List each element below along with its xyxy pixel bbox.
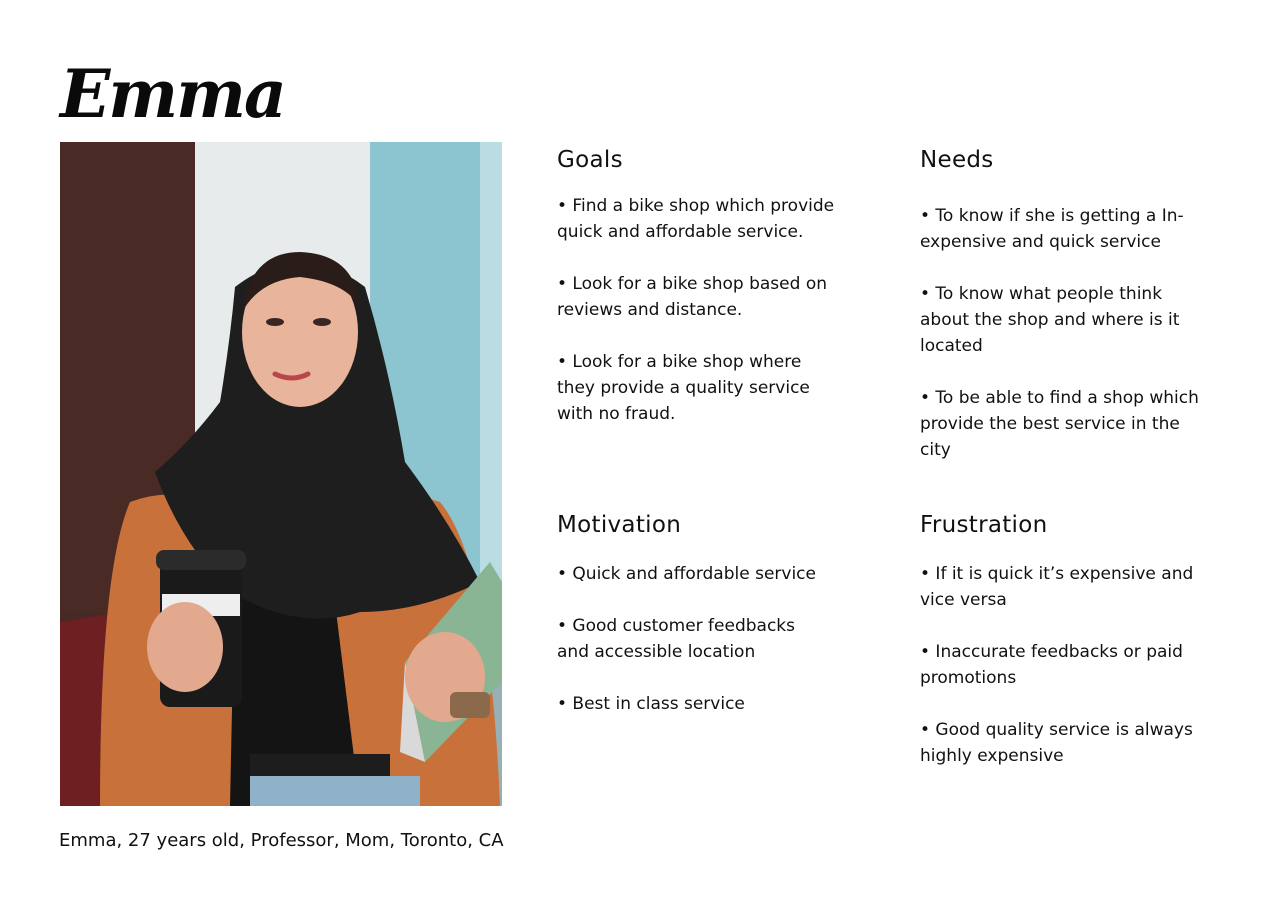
persona-photo [60, 142, 502, 806]
frustration-item: • Good quality service is always highly expensive [920, 720, 1193, 766]
goals-item: • Look for a bike shop based on reviews and distance. [557, 274, 827, 320]
needs-item: • To know if she is getting a In- expensive and quick service [920, 206, 1184, 252]
motivation-item: • Good customer feedbacks and accessible location [557, 616, 796, 662]
frustration-title: Frustration [920, 512, 1048, 538]
needs-item: • To be able to find a shop which provide the best service in the city [920, 388, 1199, 460]
needs-list [920, 203, 1250, 463]
persona-name: Emma [60, 55, 285, 133]
frustration-section [920, 510, 1250, 795]
frustration-item: • If it is quick it’s expensive and vice versa [920, 564, 1194, 610]
needs-item: • To know what people think about the shop and where is it located [920, 284, 1180, 356]
motivation-list [557, 561, 877, 717]
frustration-item: • Inaccurate feedbacks or paid promotions [920, 642, 1183, 688]
goals-item: • Find a bike shop which provide quick and affordable service. [557, 196, 835, 242]
frustration-list [920, 561, 1250, 769]
goals-list [557, 193, 877, 427]
needs-section [920, 145, 1250, 489]
motivation-item: • Quick and affordable service [557, 564, 816, 584]
goals-title: Goals [557, 147, 623, 173]
needs-title: Needs [920, 147, 994, 173]
persona-caption: Emma, 27 years old, Professor, Mom, Toronto, CA [59, 830, 504, 851]
motivation-title: Motivation [557, 512, 682, 538]
goals-section [557, 145, 877, 453]
goals-item: • Look for a bike shop where they provide a quality service with no fraud. [557, 352, 810, 424]
motivation-item: • Best in class service [557, 694, 745, 714]
motivation-section [557, 510, 877, 743]
